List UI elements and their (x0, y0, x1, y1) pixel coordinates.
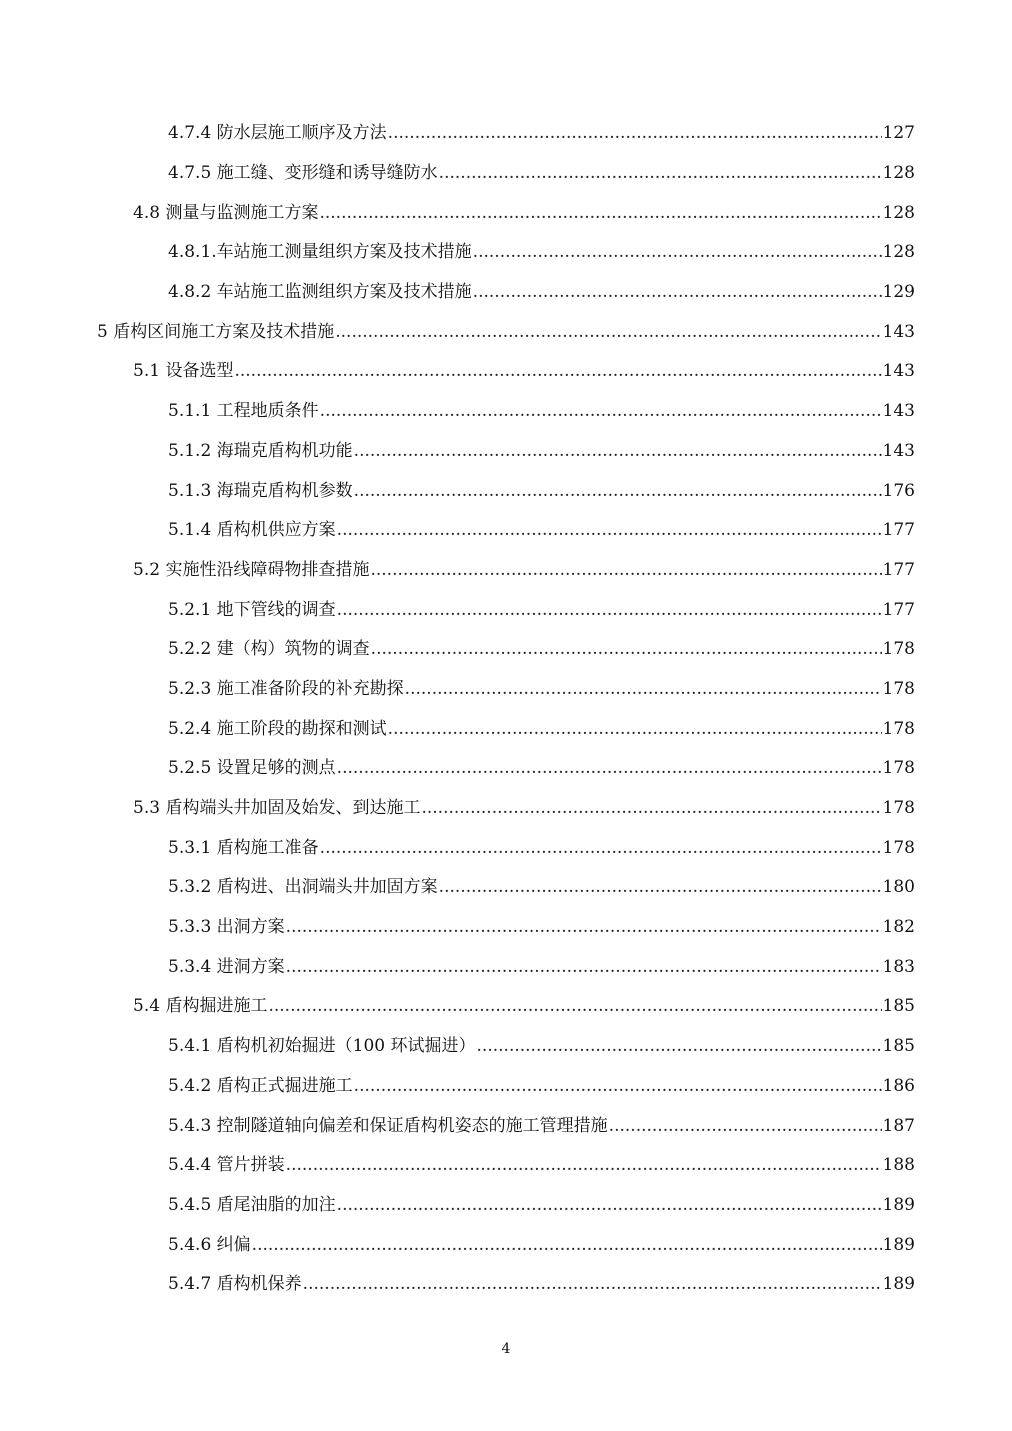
toc-dot-leader (473, 284, 882, 301)
toc-entry-page: 178 (882, 639, 915, 660)
toc-entry[interactable] (0, 1067, 1012, 1107)
toc-entry-page: 143 (882, 440, 915, 461)
toc-entry[interactable] (0, 352, 1012, 392)
toc-entry-title: 5.4 盾构掘进施工 (133, 996, 268, 1017)
toc-dot-leader (320, 840, 882, 857)
page-number: 4 (501, 1341, 511, 1357)
toc-dot-leader (439, 879, 882, 896)
toc-entry[interactable] (0, 1265, 1012, 1305)
toc-entry[interactable] (0, 670, 1012, 710)
toc-entry[interactable] (0, 154, 1012, 194)
toc-dot-leader (609, 1118, 882, 1135)
toc-entry-page: 187 (882, 1115, 915, 1136)
toc-entry[interactable] (0, 590, 1012, 630)
toc-dot-leader (337, 1197, 882, 1214)
toc-entry[interactable] (0, 312, 1012, 352)
toc-entry-title: 5.4.6 纠偏 (168, 1234, 251, 1255)
toc-entry-title: 5.2.3 施工准备阶段的补充勘探 (168, 678, 404, 699)
toc-entry-page: 189 (882, 1274, 915, 1295)
toc-entry-page: 186 (882, 1075, 915, 1096)
toc-entry[interactable] (0, 471, 1012, 511)
toc-entry-title: 5.1.2 海瑞克盾构机功能 (168, 440, 353, 461)
toc-entry-page: 189 (882, 1194, 915, 1215)
toc-entry[interactable] (0, 193, 1012, 233)
toc-entry-page: 178 (882, 798, 915, 819)
toc-entry-page: 127 (882, 123, 915, 144)
toc-entry-page: 185 (882, 996, 915, 1017)
toc-entry-title: 5.2.2 建（构）筑物的调查 (168, 639, 370, 660)
toc-entry[interactable] (0, 551, 1012, 591)
toc-entry[interactable] (0, 908, 1012, 948)
toc-entry-title: 5.1.4 盾构机供应方案 (168, 520, 336, 541)
toc-entry[interactable] (0, 233, 1012, 273)
toc-entry-title: 5.2.5 设置足够的测点 (168, 758, 336, 779)
toc-entry-page: 143 (882, 401, 915, 422)
toc-dot-leader (421, 800, 881, 817)
toc-dot-leader (286, 959, 882, 976)
toc-entry-page: 129 (882, 282, 915, 303)
toc-entry-title: 5.2.4 施工阶段的勘探和测试 (168, 718, 387, 739)
toc-entry-page: 188 (882, 1155, 915, 1176)
toc-entry-page: 128 (882, 163, 915, 184)
toc-entry-page: 177 (882, 599, 915, 620)
toc-dot-leader (354, 483, 882, 500)
toc-entry-title: 5.4.3 控制隧道轴向偏差和保证盾构机姿态的施工管理措施 (168, 1115, 608, 1136)
toc-entry-title: 4.7.5 施工缝、变形缝和诱导缝防水 (168, 163, 438, 184)
toc-entry-title: 5.4.5 盾尾油脂的加注 (168, 1194, 336, 1215)
toc-dot-leader (337, 760, 882, 777)
toc-entry-page: 183 (882, 956, 915, 977)
toc-dot-leader (320, 403, 882, 420)
toc-entry-title: 5.1 设备选型 (133, 361, 234, 382)
toc-dot-leader (473, 244, 882, 261)
toc-entry[interactable] (0, 828, 1012, 868)
toc-entry-title: 5.4.1 盾构机初始掘进（100 环试掘进） (168, 1036, 476, 1057)
toc-entry[interactable] (0, 273, 1012, 313)
toc-dot-leader (319, 205, 881, 222)
toc-entry-title: 5.1.1 工程地质条件 (168, 401, 319, 422)
toc-entry[interactable] (0, 511, 1012, 551)
toc-entry-page: 178 (882, 837, 915, 858)
toc-dot-leader (439, 165, 882, 182)
toc-entry-title: 5.3.1 盾构施工准备 (168, 837, 319, 858)
toc-entry[interactable] (0, 432, 1012, 472)
toc-dot-leader (337, 522, 882, 539)
toc-entry[interactable] (0, 789, 1012, 829)
toc-dot-leader (405, 681, 882, 698)
toc-entry-title: 5.3.4 进洞方案 (168, 956, 285, 977)
toc-entry[interactable] (0, 749, 1012, 789)
toc-dot-leader (234, 363, 881, 380)
toc-entry-page: 177 (882, 559, 915, 580)
toc-entry[interactable] (0, 1186, 1012, 1226)
toc-entry-page: 185 (882, 1036, 915, 1057)
toc-dot-leader (371, 641, 882, 658)
toc-entry-page: 128 (882, 202, 915, 223)
toc-entry[interactable] (0, 1106, 1012, 1146)
toc-entry-title: 5.4.2 盾构正式掘进施工 (168, 1075, 353, 1096)
toc-entry-title: 5.3.3 出洞方案 (168, 917, 285, 938)
toc-dot-leader (354, 443, 882, 460)
toc-entry[interactable] (0, 114, 1012, 154)
toc-dot-leader (370, 562, 881, 579)
toc-dot-leader (388, 721, 882, 738)
toc-entry-title: 5.2.1 地下管线的调查 (168, 599, 336, 620)
toc-entry-page: 178 (882, 718, 915, 739)
toc-entry[interactable] (0, 630, 1012, 670)
toc-entry[interactable] (0, 868, 1012, 908)
toc-entry-title: 5.3 盾构端头井加固及始发、到达施工 (133, 798, 421, 819)
toc-entry-title: 4.8.2 车站施工监测组织方案及技术措施 (168, 282, 472, 303)
toc-entry-page: 176 (882, 480, 915, 501)
toc-dot-leader (252, 1237, 882, 1254)
toc-entry-page: 128 (882, 242, 915, 263)
toc-entry[interactable] (0, 987, 1012, 1027)
toc-dot-leader (286, 1157, 882, 1174)
toc-dot-leader (354, 1078, 882, 1095)
toc-dot-leader (268, 998, 881, 1015)
toc-entry-page: 182 (882, 917, 915, 938)
toc-entry-title: 5.4.4 管片拼装 (168, 1155, 285, 1176)
toc-entry-page: 177 (882, 520, 915, 541)
toc-entry[interactable] (0, 1027, 1012, 1067)
toc-dot-leader (337, 602, 882, 619)
toc-entry[interactable] (0, 709, 1012, 749)
toc-entry-page: 178 (882, 678, 915, 699)
toc-dot-leader (286, 919, 882, 936)
toc-dot-leader (303, 1276, 882, 1293)
toc-entry-page: 189 (882, 1234, 915, 1255)
toc-entry-page: 143 (882, 321, 915, 342)
toc-entry-title: 4.8 测量与监测施工方案 (133, 202, 319, 223)
toc-entry[interactable] (0, 1146, 1012, 1186)
toc-entry[interactable] (0, 947, 1012, 987)
toc-entry-title: 5.4.7 盾构机保养 (168, 1274, 302, 1295)
toc-entry-title: 4.7.4 防水层施工顺序及方法 (168, 123, 387, 144)
toc-entry-page: 143 (882, 361, 915, 382)
table-of-contents (0, 114, 1012, 1305)
toc-entry-title: 5.1.3 海瑞克盾构机参数 (168, 480, 353, 501)
toc-entry[interactable] (0, 392, 1012, 432)
toc-dot-leader (477, 1038, 882, 1055)
toc-entry-title: 5.3.2 盾构进、出洞端头井加固方案 (168, 877, 438, 898)
toc-entry-title: 5 盾构区间施工方案及技术措施 (97, 321, 335, 342)
toc-entry-title: 4.8.1.车站施工测量组织方案及技术措施 (168, 242, 472, 263)
toc-entry-page: 178 (882, 758, 915, 779)
toc-dot-leader (335, 324, 881, 341)
toc-entry[interactable] (0, 1225, 1012, 1265)
toc-entry-title: 5.2 实施性沿线障碍物排查措施 (133, 559, 370, 580)
toc-dot-leader (388, 125, 882, 142)
toc-entry-page: 180 (882, 877, 915, 898)
